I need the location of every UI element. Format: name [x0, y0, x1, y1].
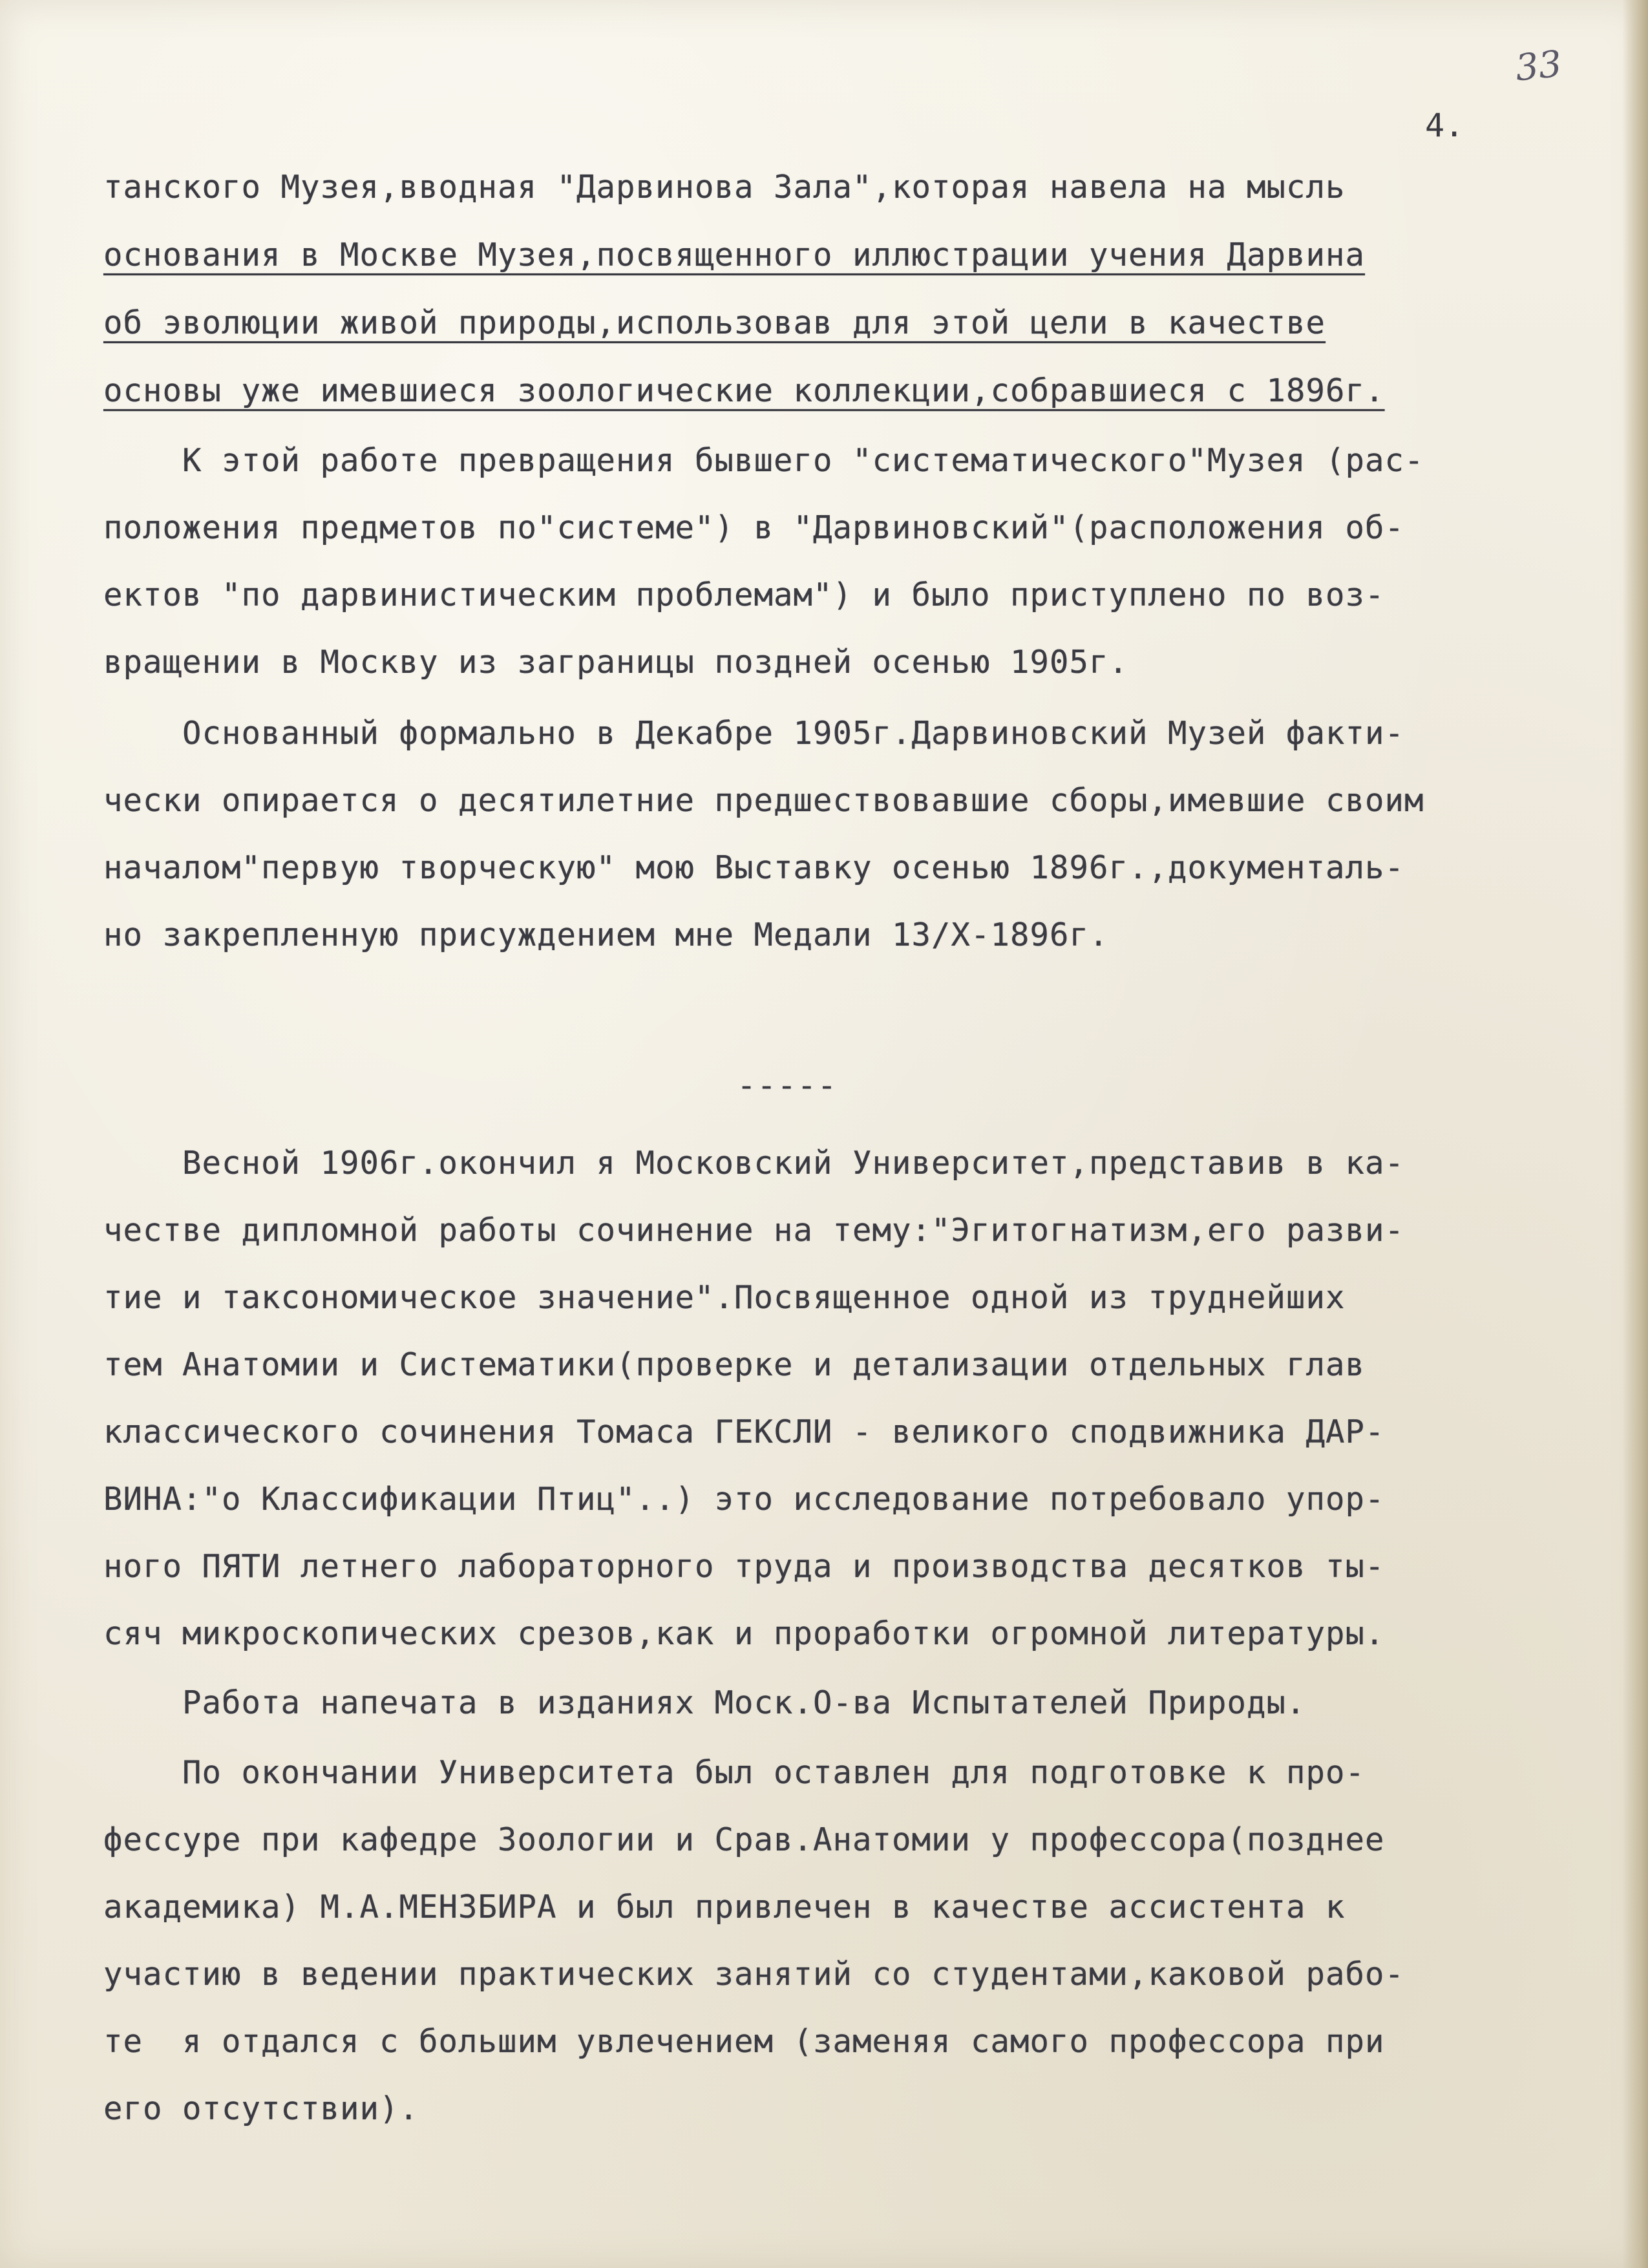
text-line: ектов "по дарвинистическим проблемам") и было приступлено по воз- [103, 577, 1385, 613]
text-line: Весной 1906г.окончил я Московский Университет,представив в ка- [103, 1145, 1405, 1182]
text-line: честве дипломной работы сочинение на тему:"Эгитогнатизм,его разви- [103, 1212, 1405, 1249]
text-line: те я отдался с большим увлечением (заменяя самого профессора при [103, 2023, 1385, 2060]
text-line: положения предметов по"системе") в "Дарвиновский"(расположения об- [103, 509, 1405, 546]
text-line-underlined: об эволюции живой природы,использовав для этой цели в качестве [103, 304, 1326, 341]
text-line: его отсутствии). [103, 2090, 419, 2127]
text-line-underlined: основы уже имевшиеся зоологические коллекции,собравшиеся с 1896г. [103, 372, 1385, 409]
text-line: классического сочинения Томаса ГЕКСЛИ - великого сподвижника ДАР- [103, 1414, 1385, 1450]
text-line: вращении в Москву из заграницы поздней осенью 1905г. [103, 644, 1129, 681]
section-divider: ----- [737, 1066, 838, 1104]
text-line-underlined: основания в Москве Музея,посвященного иллюстрации учения Дарвина [103, 237, 1366, 273]
page-number: 4. [1425, 107, 1464, 144]
text-line: фессуре при кафедре Зоологии и Срав.Анатомии у профессора(позднее [103, 1821, 1385, 1858]
text-line: тие и таксономическое значение".Посвященное одной из труднейших [103, 1279, 1346, 1316]
text-line: началом"первую творческую" мою Выставку осенью 1896г.,документаль- [103, 849, 1405, 886]
text-line: танского Музея,вводная "Дарвинова Зала",которая навела на мысль [103, 169, 1346, 206]
text-line: ного ПЯТИ летнего лабораторного труда и производства десятков ты- [103, 1548, 1385, 1585]
text-line: участию в ведении практических занятий со студентами,каковой рабо- [103, 1956, 1405, 1993]
text-line: но закрепленную присуждением мне Медали 13/X-1896г. [103, 917, 1109, 953]
text-line: чески опирается о десятилетние предшествовавшие сборы,имевшие своим [103, 782, 1424, 819]
text-line: К этой работе превращения бывшего "систематического"Музея (рас- [103, 442, 1424, 479]
text-line: По окончании Университета был оставлен для подготовке к про- [103, 1754, 1366, 1791]
text-line: академика) М.А.МЕНЗБИРА и был привлечен в качестве ассистента к [103, 1889, 1346, 1925]
paper-edge [1622, 0, 1648, 2268]
text-line: сяч микроскопических срезов,как и проработки огромной литературы. [103, 1615, 1385, 1652]
text-line: ВИНА:"о Классификации Птиц"..) это исследование потребовало упор- [103, 1481, 1385, 1518]
text-line: Основанный формально в Декабре 1905г.Дарвиновский Музей факти- [103, 715, 1405, 752]
text-line: Работа напечата в изданиях Моск.О-ва Испытателей Природы. [103, 1684, 1306, 1721]
text-line: тем Анатомии и Систематики(проверке и детализации отдельных глав [103, 1346, 1366, 1383]
handwritten-folio-number: 33 [1513, 43, 1564, 90]
